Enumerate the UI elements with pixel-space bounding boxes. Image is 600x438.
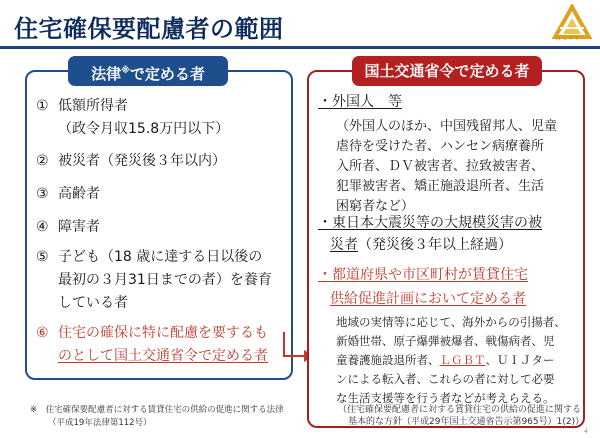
plan-heading-line1: ・都道府県や市区町村が賃貸住宅: [318, 267, 528, 283]
law-footnote: ※ 住宅確保要配慮者に対する賃貸住宅の供給の促進に関する法律: [30, 405, 284, 415]
page-number: 4: [584, 428, 588, 435]
list-item-continuation-highlight: のとして国土交通省令で定める者: [58, 348, 268, 364]
plan-heading: [318, 265, 528, 286]
footnote-mark: ※: [121, 66, 130, 76]
list-item-continuation: している者: [58, 295, 128, 311]
item-number: ②: [36, 153, 49, 169]
foreigner-detail: 困窮者など）: [336, 199, 415, 214]
plan-detail: 地域の実情等に応じて、海外からの引揚者、: [336, 315, 566, 329]
list-item-continuation: （政令月収15.8万円以下）: [58, 121, 230, 137]
item-text: 被災者（発災後３年以内）: [58, 153, 226, 169]
disaster-heading-line1: ・東日本大震災等の大規模災害の被: [318, 215, 542, 231]
title-rule: [0, 46, 600, 49]
list-item: [36, 183, 100, 206]
title-bar: [0, 0, 600, 50]
list-item: [36, 95, 128, 118]
item-text: 高齢者: [58, 186, 100, 202]
law-header-suffix: で定める者: [129, 65, 205, 83]
lgbt-highlight: ＬＧＢＴ: [439, 353, 486, 367]
list-item-highlight: [36, 322, 268, 345]
foreigner-detail: 虐待を受けた者、ハンセン病療養所: [336, 139, 545, 154]
plan-detail-text: 、ＵＩＪター: [485, 353, 555, 367]
logo-caption: M L I T: [556, 36, 580, 42]
item-text: 子ども（18 歳に達する日以後の: [58, 249, 263, 265]
plan-detail: な生活支援等を行う者などが考えらえる。: [336, 391, 555, 405]
plan-detail: [336, 351, 555, 370]
disaster-heading: [318, 213, 542, 234]
item-number: ③: [36, 186, 49, 202]
item-number: ⑤: [36, 249, 49, 265]
policy-note: 基本的な方針（平成29年国土交通省告示第965号）1(2)）: [348, 417, 585, 427]
item-text: 低額所得者: [58, 98, 128, 114]
item-text: 障害者: [58, 219, 100, 235]
list-item: [36, 246, 262, 269]
ordinance-panel-header: 国土交通省令で定める者: [352, 56, 542, 86]
foreigner-detail: 入所者、ＤＶ被害者、拉致被害者、: [336, 159, 545, 174]
item-number: ⑥: [36, 325, 49, 341]
page-title: 住宅確保要配慮者の範囲: [14, 15, 284, 43]
policy-note: （住宅確保要配慮者に対する賃貸住宅の供給の促進に関する: [338, 405, 582, 415]
item-number: ①: [36, 98, 49, 114]
list-item-continuation: 最初の３月31日までの者）を養育: [58, 272, 272, 288]
disaster-suffix: （発災後３年以上経過）: [358, 237, 512, 253]
foreigner-detail: 犯罪被害者、矯正施設退所者、生活: [336, 179, 545, 194]
law-header-label: 法律: [91, 65, 122, 83]
disaster-heading-line2: 災者: [330, 237, 358, 253]
law-footnote: （平成19年法律第112号）: [48, 418, 152, 428]
list-item: [36, 150, 226, 173]
foreigner-heading: ・外国人 等: [318, 94, 402, 110]
item-number: ④: [36, 219, 49, 235]
disaster-heading-cont: [330, 235, 512, 256]
item-text: 住宅の確保に特に配慮を要するも: [58, 325, 268, 341]
plan-detail: ンによる転入者、これらの者に対して必要: [336, 372, 555, 386]
law-panel-header: [68, 56, 228, 86]
plan-heading-cont: [330, 289, 526, 310]
list-item: [36, 216, 100, 239]
plan-heading-line2: 供給促進計画において定める者: [330, 291, 526, 307]
plan-detail-text: 童養護施設退所者、: [336, 353, 440, 367]
plan-detail: 新婚世帯、原子爆弾被爆者、戦傷病者、児: [336, 334, 555, 348]
foreigner-detail: （外国人のほか、中国残留邦人、児童: [336, 119, 558, 134]
